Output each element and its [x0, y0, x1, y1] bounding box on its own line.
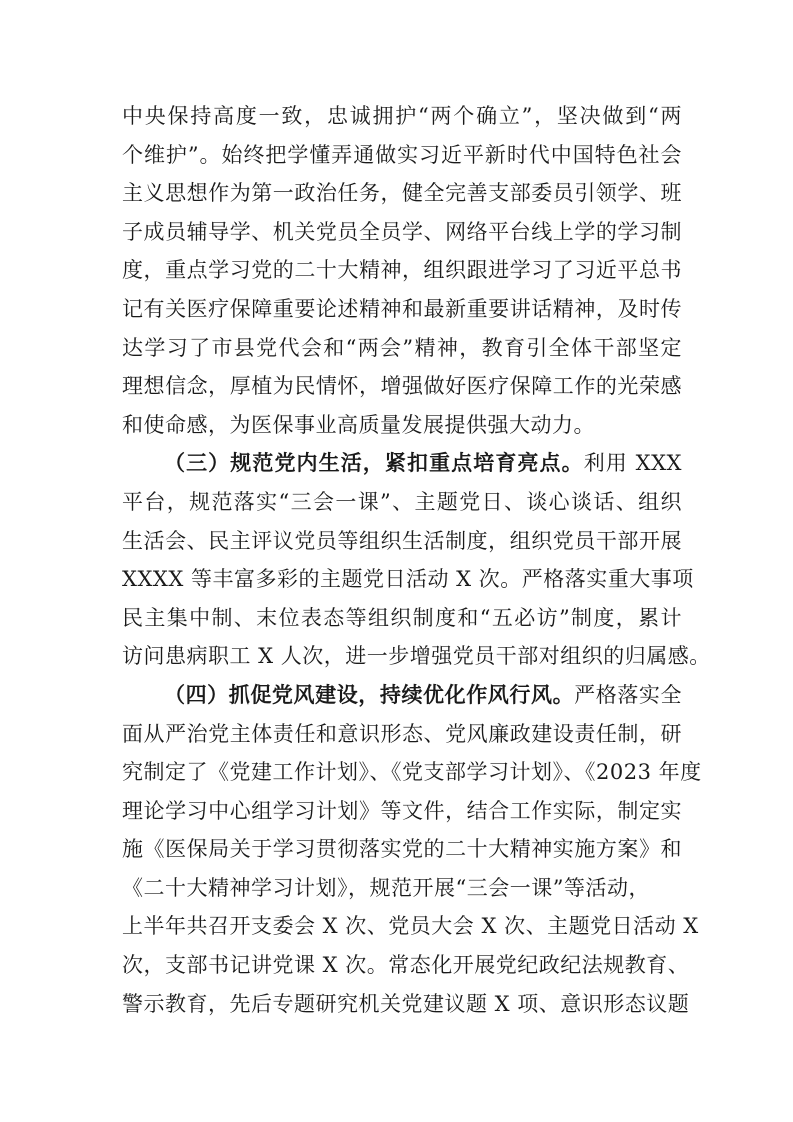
text-line: 理论学习中心组学习计划》等文件，结合工作实际，制定实: [122, 798, 682, 823]
text-line: 平台，规范落实“三会一课”、主题党日、谈心谈话、组织: [122, 489, 682, 514]
text-line: 子成员辅导学、机关党员全员学、网络平台线上学的学习制: [122, 219, 682, 244]
text-line: 民主集中制、末位表态等组织制度和“五必访”制度，累计: [122, 605, 682, 630]
text-line: 究制定了《党建工作计划》、《党支部学习计划》、《2023 年度: [122, 760, 702, 785]
paragraph-3: [122, 676, 702, 1023]
section-heading-3: （三）规范党内生活，紧扣重点培育亮点。: [164, 450, 584, 476]
text-line: 面从严治党主体责任和意识形态、党风廉政建设责任制，研: [122, 721, 682, 746]
document-body: [122, 97, 711, 1023]
paragraph-1: [122, 97, 682, 444]
text-line-first: [122, 676, 682, 715]
text-line: 度，重点学习党的二十大精神，组织跟进学习了习近平总书: [122, 258, 682, 283]
text-line: 理想信念，厚植为民情怀，增强做好医疗保障工作的光荣感: [122, 374, 682, 399]
text-line: 警示教育，先后专题研究机关党建议题 X 项、意识形态议题: [122, 991, 690, 1016]
text-line: 个维护”。始终把学懂弄通做实习近平新时代中国特色社会: [122, 142, 682, 167]
text-line: 访问患病职工 X 人次，进一步增强党员干部对组织的归属感。: [122, 644, 711, 669]
text-fragment: 严格落实全: [574, 682, 683, 707]
text-line: 《二十大精神学习计划》，规范开展“三会一课”等活动，: [122, 875, 650, 900]
text-line: 上半年共召开支委会 X 次、党员大会 X 次、主题党日活动 X: [122, 914, 699, 939]
text-line-first: [122, 444, 682, 483]
text-line: 主义思想作为第一政治任务，健全完善支部委员引领学、班: [122, 181, 682, 206]
text-line: 生活会、民主评议党员等组织生活制度，组织党员干部开展: [122, 528, 682, 553]
text-line: 施《医保局关于学习贯彻落实党的二十大精神实施方案》和: [122, 837, 682, 862]
text-line: 记有关医疗保障重要论述精神和最新重要讲话精神，及时传: [122, 296, 682, 321]
text-fragment: 利用 XXX: [583, 451, 682, 476]
text-line: 次，支部书记讲党课 X 次。常态化开展党纪政纪法规教育、: [122, 953, 690, 978]
text-line: XXXX 等丰富多彩的主题党日活动 X 次。严格落实重大事项: [122, 567, 694, 592]
text-line: 达学习了市县党代会和“两会”精神，教育引全体干部坚定: [122, 335, 682, 360]
text-line: 中央保持高度一致，忠诚拥护“两个确立”，坚决做到“两: [122, 104, 682, 128]
section-heading-4: （四）抓促党风建设，持续优化作风行风。: [164, 681, 575, 707]
text-line: 和使命感，为医保事业高质量发展提供强大动力。: [122, 412, 595, 437]
paragraph-2: [122, 444, 711, 676]
